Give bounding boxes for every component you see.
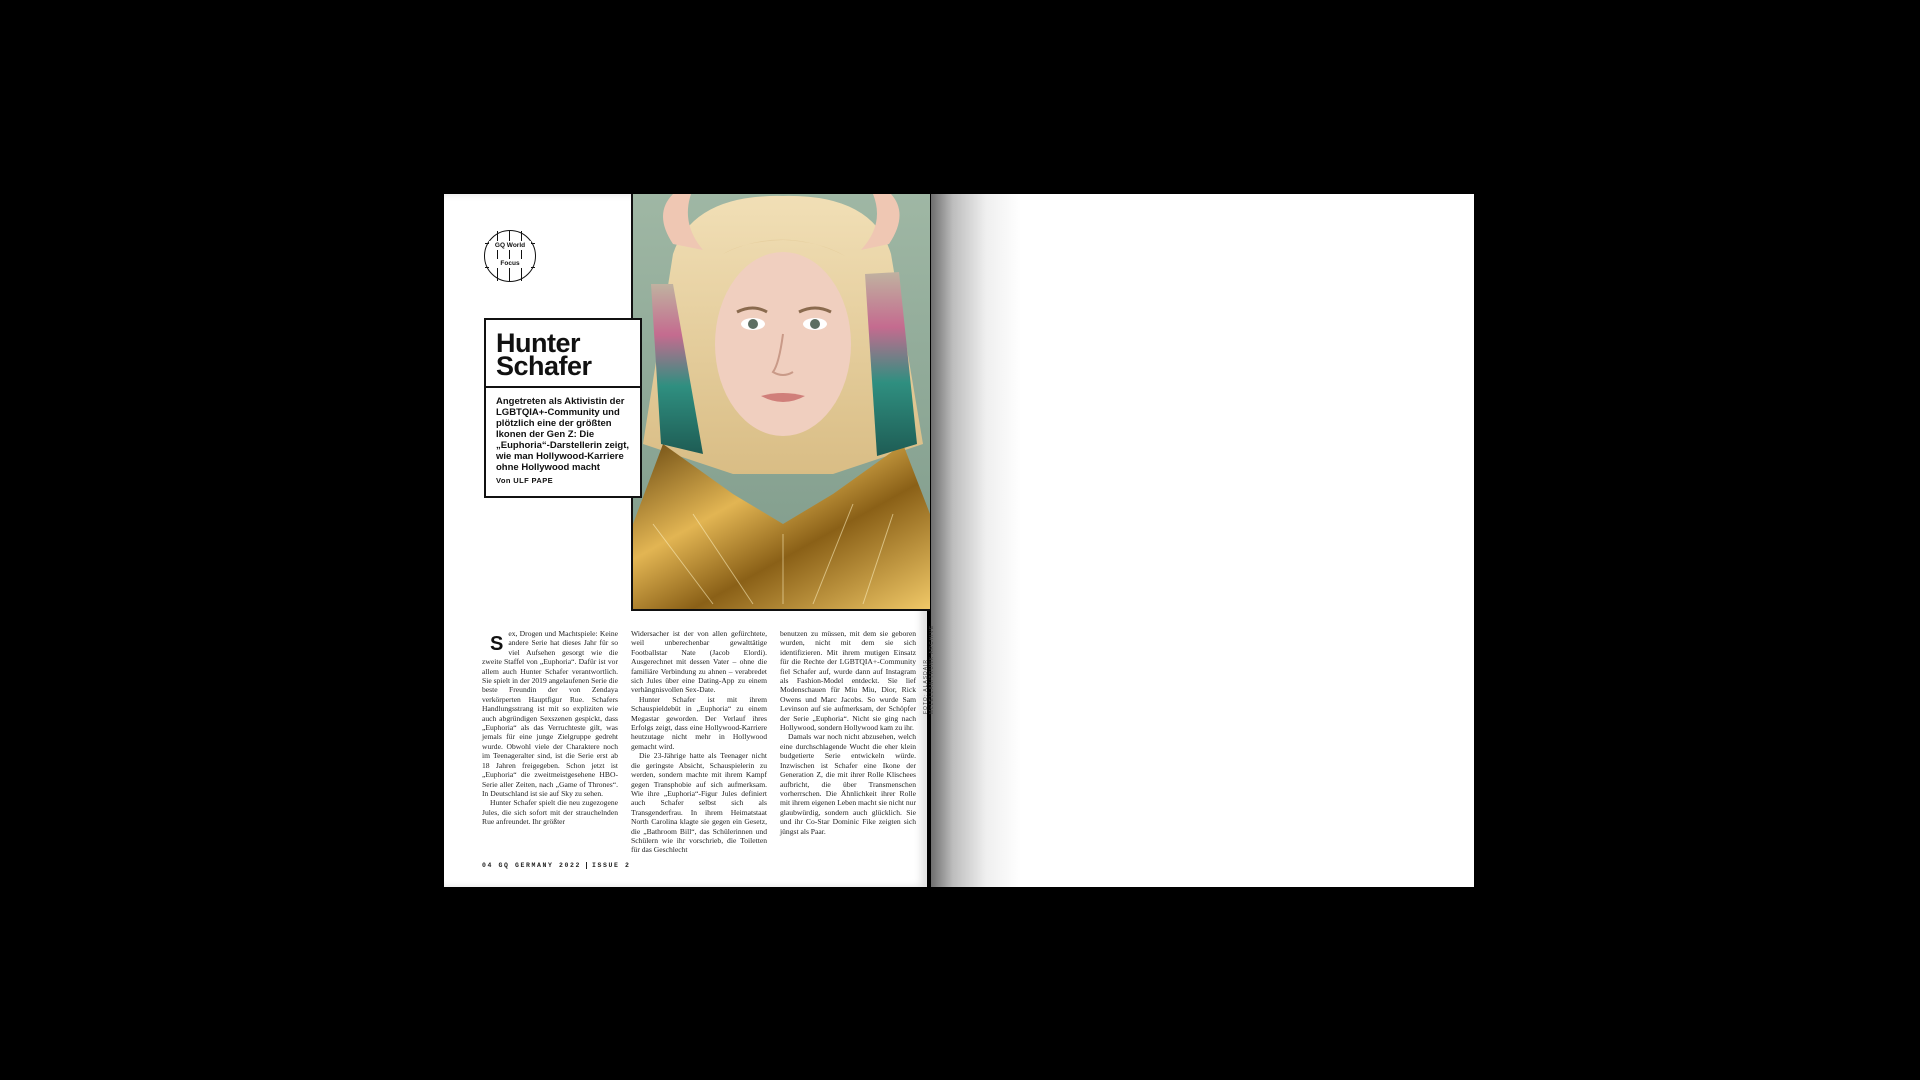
portrait-illustration	[633, 194, 930, 609]
standfirst: Angetreten als Aktivistin der LGBTQIA+-Community und plötzlich eine der größten Ikonen der Gen Z: Die „Euphoria“-Darstellerin zeigt, wie man Hollywood-Karriere ohne Hollywood macht	[496, 396, 630, 473]
left-page	[444, 194, 927, 887]
page-folio	[482, 862, 631, 869]
headline: Hunter Schafer	[486, 320, 640, 388]
drop-cap: S	[490, 633, 504, 655]
logo-line-2: Focus	[489, 259, 531, 268]
gq-world-focus-logo	[484, 230, 536, 282]
right-page	[923, 194, 1474, 887]
paragraph: ex, Drogen und Machtspiele: Keine andere Serie hat dieses Jahr für so viel Aufsehen gesorgt wie die zweite Staffel von „Euphoria“. Dafür ist vor allem auch Hunter Schafer verantwortlich. Sie spielt in der 2019 angelaufenen Serie die beste Freundin der von Zendaya verkörperten Hauptfigur Rue. Schafers Handlungsstrang ist mit so expliziten wie auch abgründigen Sexszenen gespickt, dass „Euphoria“ als das Verruchteste gilt, was jemals für eine junge Zielgruppe gedreht wurde. Obwohl viele der Charaktere noch im Teenageralter sind, ist die Serie erst ab 18 Jahren freigegeben. Schon jetzt ist „Euphoria“ die zweitmeistgesehene HBO-Serie aller Zeiten, nach „Game of Thrones“. In Deutschland ist sie auf Sky zu sehen.	[482, 629, 618, 798]
intro-text	[486, 388, 640, 496]
magazine-spread	[444, 194, 1474, 887]
headline-box	[484, 318, 642, 498]
paragraph: Widersacher ist der von allen gefürchtete, weil unberechenbar gewalttätige Footballstar Nate (Jacob Elordi). Ausgerechnet mit dessen Vater – ohne die familiäre Verbindung zu ahnen – verabredet sich Jules über eine Dating-App zu einem verhängnisvollen Sex-Date.	[631, 629, 767, 695]
portrait-photo	[631, 194, 930, 611]
paragraph: benutzen zu müssen, mit dem sie geboren wurden, nicht mit dem sie sich identifizieren. Mit ihrem mutigen Einsatz für die Rechte der LGBTQIA+-Community fiel Schafer auf, wurde dann auf Instagram als Fashion-Model entdeckt. Sie lief Modenschauen für Miu Miu, Dior, Rick Owens und Marc Jacobs. So wurde Sam Levinson auf sie aufmerksam, der Schöpfer der Serie „Euphoria“. Nicht sie ging nach Hollywood, sondern Hollywood kam zu ihr.	[780, 629, 916, 733]
logo-line-1: GQ World	[489, 241, 531, 250]
paragraph: Damals war noch nicht abzusehen, welch eine durchschlagende Wucht die eher klein budgetierte Serie entwickeln würde. Inzwischen ist Schafer eine Ikone der Generation Z, die mit ihrer Rolle Klischees aufbricht, die über Transmenschen vorherrschen. Die Ähnlichkeit ihrer Rolle mit ihrem eigenen Leben macht sie nicht nur glaubwürdig, sondern auch glücklich. Sie und ihr Co-Star Dominic Fike zeigten sich jüngst als Paar.	[780, 732, 917, 836]
article-column-1	[482, 629, 618, 827]
article-column-2	[631, 629, 767, 855]
photo-credit: FOTO: ALASDAIR McLELLAN/TRUNK ARCHIVE	[923, 624, 935, 714]
paragraph: Die 23-Jährige hatte als Teenager nicht die geringste Absicht, Schauspielerin zu werden, sondern machte mit ihrem Kampf gegen Transphobie auf sich aufmerksam. Wie ihre „Euphoria“-Figur Jules definiert auch Schafer selbst sich als Transgenderfrau. In ihrem Heimatstaat North Carolina klagte sie gegen ein Gesetz, die „Bathroom Bill“, das Schülerinnen und Schülern wie ihr vorschrieb, die Toiletten für das Geschlecht	[631, 751, 767, 855]
article-column-3	[780, 629, 916, 836]
folio-issue-info: 04 GQ GERMANY 2022	[482, 862, 582, 870]
folio-issue-number: ISSUE 2	[592, 862, 631, 870]
byline: Von ULF PAPE	[496, 476, 554, 485]
paragraph: Hunter Schafer spielt die neu zugezogene Jules, die sich sofort mit der strauchelnden Rue anfreundet. Ihr größter	[482, 798, 618, 827]
paragraph: Hunter Schafer ist mit ihrem Schauspieldebüt in „Euphoria“ zu einem Megastar geworden. Der Verlauf ihres Erfolgs zeigt, dass eine Hollywood-Karriere heutzutage nicht mehr in Hollywood gemacht wird.	[631, 694, 767, 751]
